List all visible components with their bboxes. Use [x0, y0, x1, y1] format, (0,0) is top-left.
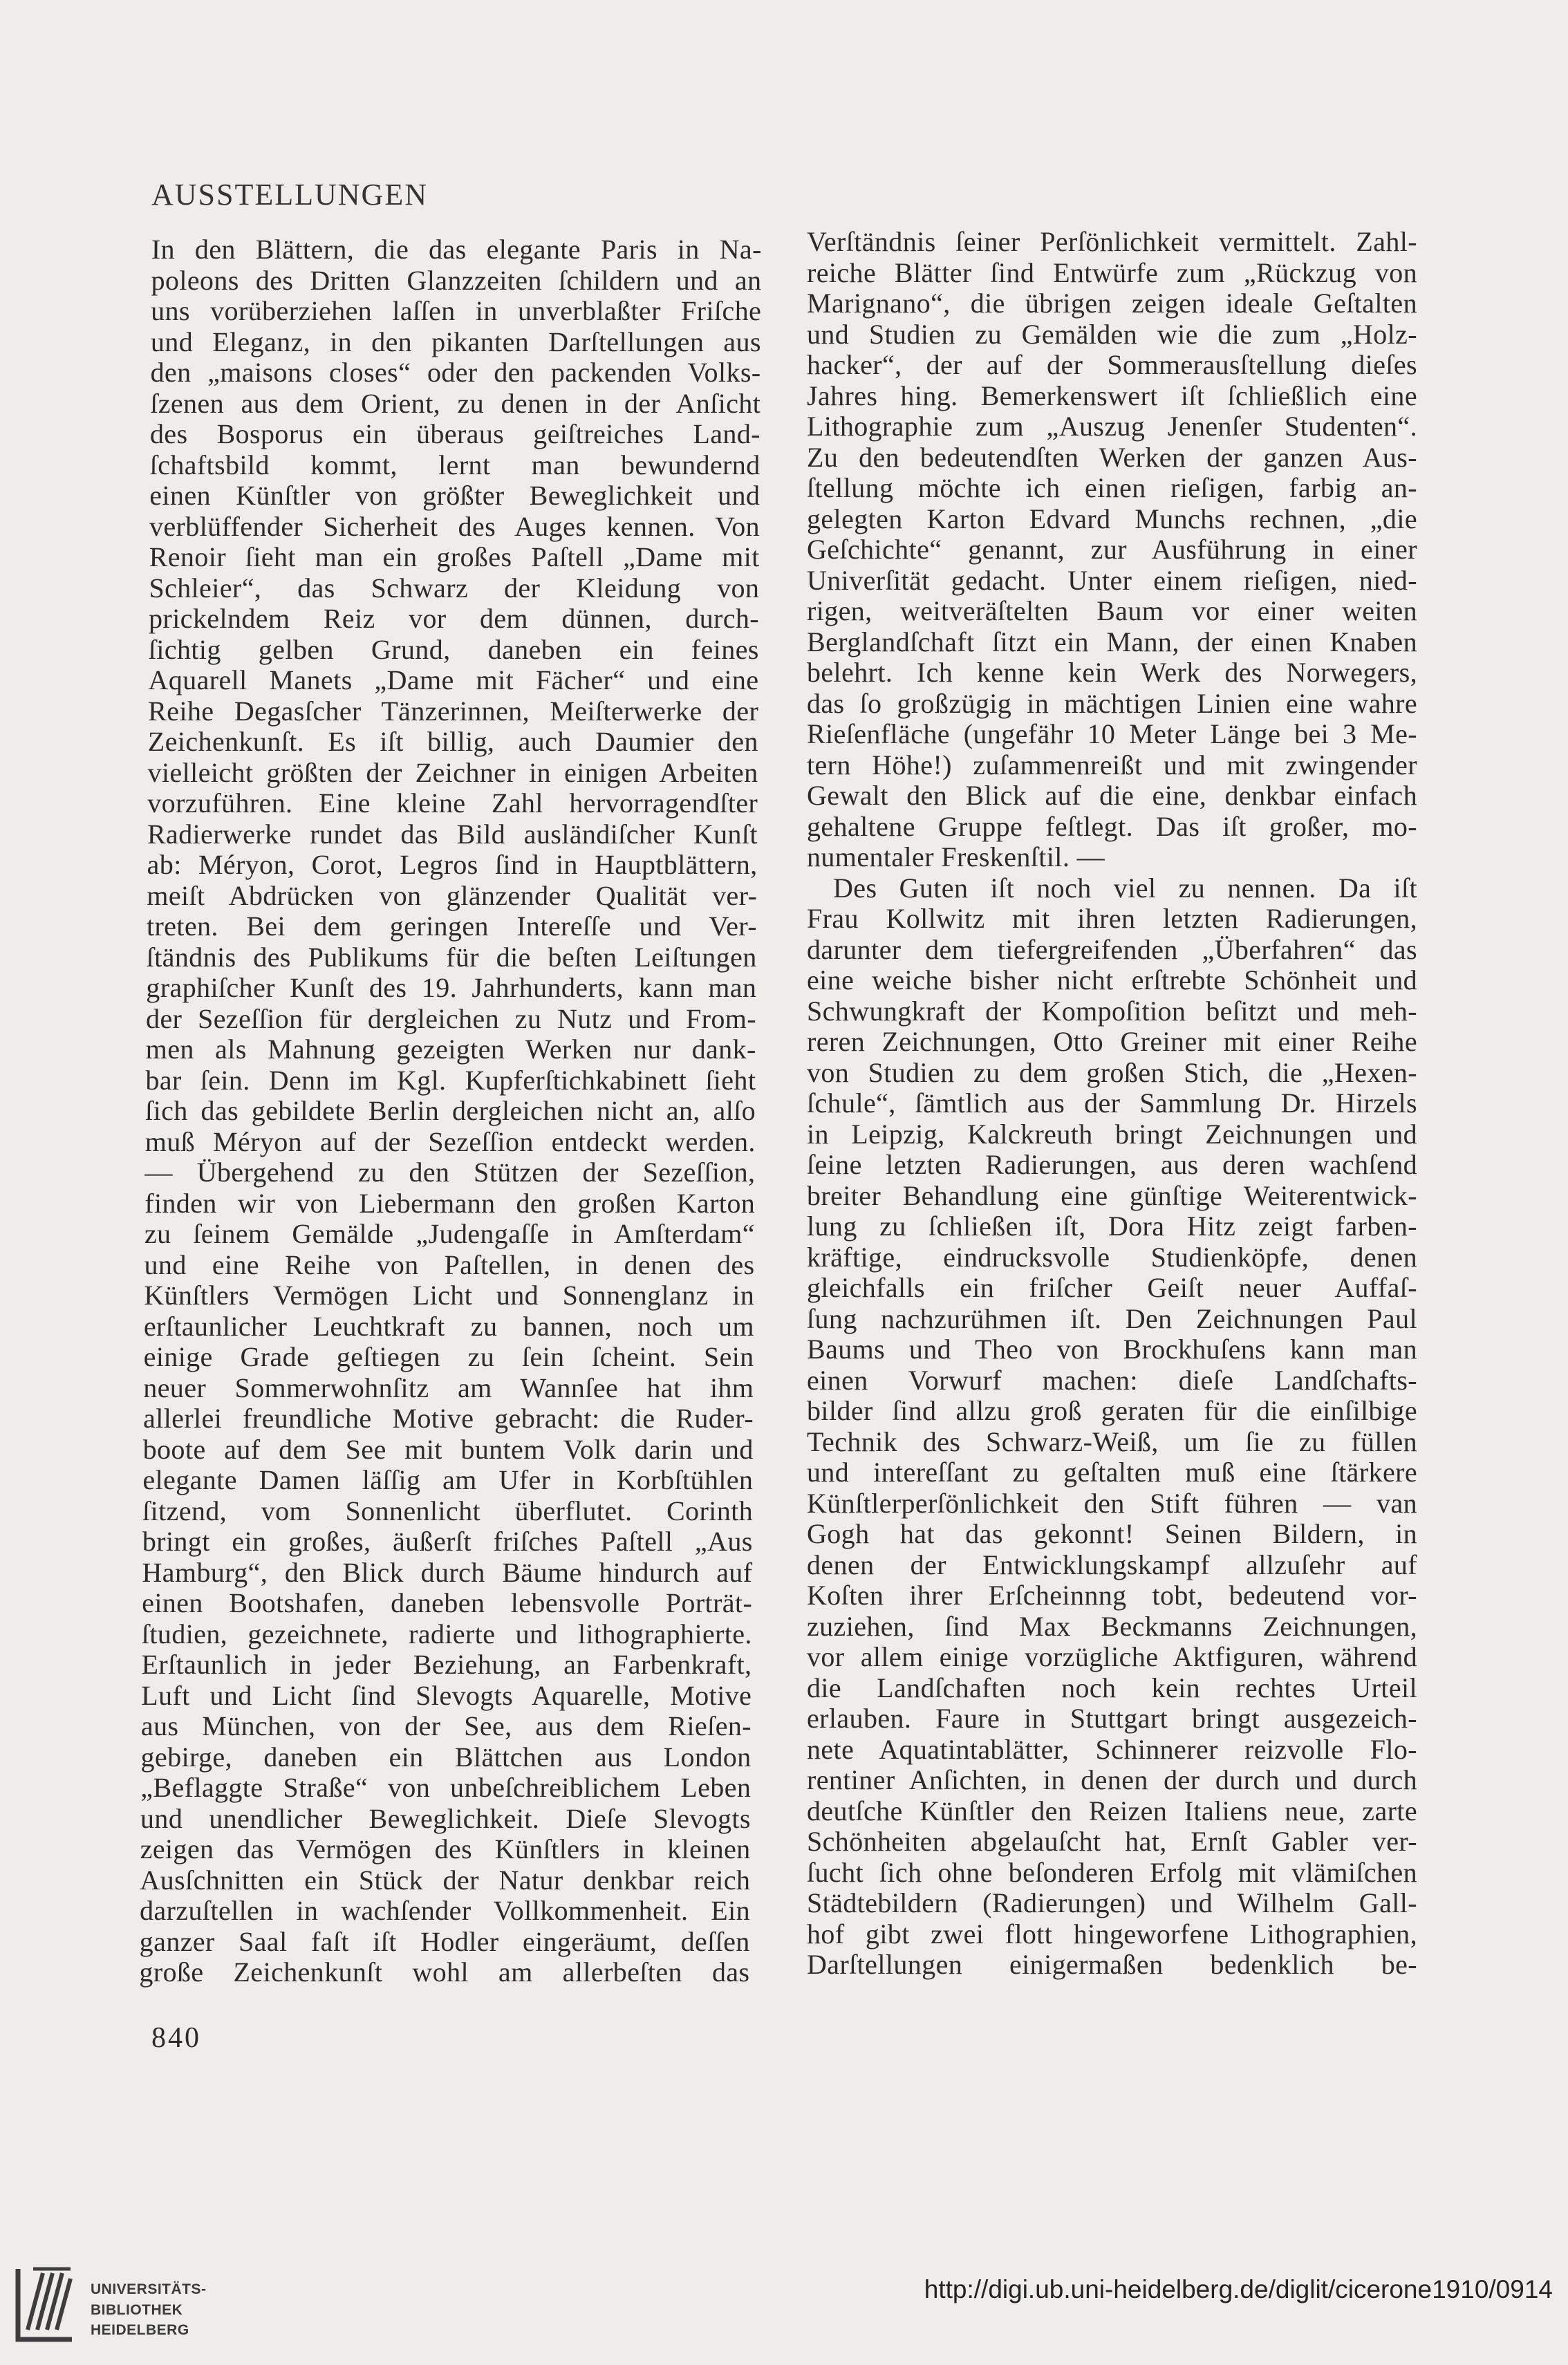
text-line: breiter Behandlung eine günſtige Weiterentwick- [807, 1179, 1417, 1211]
text-line: Radierwerke rundet das Bild ausländiſcher Kunſt [147, 818, 758, 850]
text-line: Koſten ihrer Erſcheinnng tobt, bedeutend vor- [807, 1580, 1417, 1611]
text-line: aus München, von der See, aus dem Rieſen- [140, 1710, 752, 1741]
text-line: ſung nachzurühmen iſt. Den Zeichnungen Paul [807, 1302, 1417, 1334]
text-line: ſtändnis des Publikums für die beſten Leiſtungen [146, 941, 757, 973]
text-line: Schwungkraft der Kompoſition beſitzt und meh- [807, 995, 1417, 1027]
text-line: den „maisons closes“ oder den packenden Volks- [150, 357, 761, 388]
text-line: Renoir ſieht man ein großes Paſtell „Dame mit [149, 541, 760, 572]
section-heading: AUSSTELLUNGEN [151, 178, 428, 212]
text-line: und eine Reihe von Paſtellen, in denen des [144, 1249, 755, 1280]
text-line: meiſt Abdrücken von glänzender Qualität ver- [147, 879, 758, 911]
text-line: Gewalt den Blick auf die eine, denkbar einfach [807, 780, 1417, 811]
text-line: zu ſeinem Gemälde „Judengaſſe in Amſterdam“ [144, 1218, 756, 1249]
text-line: vielleicht größten der Zeichner in einigen Arbeiten [147, 756, 758, 788]
text-line: Erſtaunlich in jeder Beziehung, an Farbenkraft, [141, 1649, 752, 1680]
text-line: tern Höhe!) zuſammenreißt und mit zwingender [807, 749, 1417, 780]
text-line: hof gibt zwei flott hingeworfene Lithographien, [807, 1918, 1417, 1950]
text-line: men als Mahnung gezeigten Werken nur dank- [145, 1034, 756, 1065]
text-line: ſzenen aus dem Orient, zu denen in der Anſicht [150, 387, 761, 419]
text-line: allerlei freundliche Motive gebracht: die Ruder- [142, 1403, 754, 1434]
text-line: vorzuführen. Eine kleine Zahl hervorragendſter [147, 787, 758, 819]
text-line: — Übergehend zu den Stützen der Sezeſſion, [144, 1157, 756, 1188]
text-column-left [139, 234, 762, 1988]
text-line: Ausſchnitten ein Stück der Natur denkbar reich [140, 1864, 751, 1896]
text-line: Aquarell Manets „Dame mit Fächer“ und eine [148, 664, 759, 695]
text-line: in Leipzig, Kalckreuth bringt Zeichnungen und [807, 1118, 1417, 1150]
text-line: Lithographie zum „Auszug Jenenſer Studenten“. [807, 411, 1417, 442]
text-line: Univerſität gedacht. Unter einem rieſigen, nied- [807, 564, 1417, 596]
text-line: uns vorüberziehen laſſen in unverblaßter Friſche [151, 295, 762, 326]
text-line: Technik des Schwarz-Weiß, um ſie zu füllen [807, 1425, 1417, 1457]
text-line: ſchule“, ſämtlich aus der Sammlung Dr. Hirzels [807, 1087, 1417, 1119]
text-line: darunter dem tiefergreifenden „Überfahren“ das [807, 933, 1417, 965]
text-line: eine weiche bisher nicht erſtrebte Schönheit und [807, 964, 1417, 995]
text-line: graphiſcher Kunſt des 19. Jahrhunderts, kann man [146, 972, 757, 1003]
text-line: ſchaftsbild kommt, lernt man bewundernd [149, 449, 760, 480]
text-line: rigen, weitveräſtelten Baum vor einer weiten [807, 595, 1417, 626]
text-line: bilder ſind allzu groß geraten für die einſilbige [807, 1395, 1417, 1426]
text-line: und intereſſant zu geſtalten muß eine ſtärkere [807, 1457, 1417, 1488]
text-line: gelegten Karton Edvard Munchs rechnen, „die [807, 503, 1417, 534]
text-line: gehaltene Gruppe feſtlegt. Das iſt großer, mo- [807, 810, 1417, 842]
library-name-line: BIBLIOTHEK [91, 2301, 183, 2318]
text-line: Zeichenkunſt. Es iſt billig, auch Daumier den [147, 726, 759, 757]
text-line: Des Guten iſt noch viel zu nennen. Da iſt [833, 872, 1417, 904]
text-line: ganzer Saal faſt iſt Hodler eingeräumt, deſſen [139, 1925, 750, 1957]
text-line: Geſchichte“ genannt, zur Ausführung in einer [807, 534, 1417, 565]
text-line: belehrt. Ich kenne kein Werk des Norwegers, [807, 657, 1417, 688]
text-line: Gogh hat das gekonnt! Seinen Bildern, in [807, 1518, 1417, 1549]
text-line: reiche Blätter ſind Entwürfe zum „Rückzug von [807, 256, 1417, 288]
text-line: kräftige, eindrucksvolle Studienköpfe, denen [807, 1241, 1417, 1273]
text-line: denen der Entwicklungskampf allzuſehr auf [807, 1549, 1417, 1580]
library-name-line: UNIVERSITÄTS- [91, 2281, 207, 2297]
text-line: ſitzend, vom Sonnenlicht überflutet. Corinth [142, 1495, 754, 1526]
text-line: einen Vorwurf machen: dieſe Landſchafts- [807, 1364, 1417, 1396]
text-line: erſtaunlicher Leuchtkraft zu bannen, noch um [143, 1310, 755, 1342]
text-line: erlauben. Faure in Stuttgart bringt ausgezeich- [807, 1703, 1417, 1734]
text-line: zuziehen, ſind Max Beckmanns Zeichnungen, [807, 1610, 1417, 1642]
text-line: lung zu ſchließen iſt, Dora Hitz zeigt farben- [807, 1210, 1417, 1242]
text-line: darzuſtellen in wachſender Vollkommenheit. Ein [139, 1895, 751, 1926]
text-line: Künſtlerperſönlichkeit den Stift führen — van [807, 1487, 1417, 1519]
text-line: Rieſenfläche (ungefähr 10 Meter Länge bei 3 Me- [807, 718, 1417, 749]
text-line: ab: Méryon, Corot, Legros ſind in Hauptblättern, [147, 849, 758, 880]
text-line: von Studien zu dem großen Stich, die „Hexen- [807, 1056, 1417, 1088]
text-line: bar ſein. Denn im Kgl. Kupferſtichkabinett ſieht [145, 1064, 756, 1096]
text-line: nete Aquatintablätter, Schinnerer reizvolle Flo- [807, 1733, 1417, 1765]
text-line: Reihe Degasſcher Tänzerinnen, Meiſterwerke der [148, 695, 759, 727]
text-line: gebirge, daneben ein Blättchen aus London [140, 1741, 752, 1773]
text-line: rentiner Anſichten, in denen der durch und durch [807, 1764, 1417, 1795]
text-line: die Landſchaften noch kein rechtes Urteil [807, 1672, 1417, 1703]
text-line: ſeine letzten Radierungen, aus deren wachſend [807, 1149, 1417, 1180]
text-line: das ſo großzügig in mächtigen Linien eine wahre [807, 687, 1417, 719]
text-line: zeigen das Vermögen des Künſtlers in kleinen [140, 1833, 751, 1864]
text-line: einen Künſtler von größter Beweglichkeit und [149, 480, 760, 511]
text-line: gleichfalls ein friſcher Geiſt neuer Auffaſ- [807, 1272, 1417, 1303]
text-line: des Bosporus ein überaus geiſtreiches Land- [149, 418, 761, 449]
text-line: Städtebildern (Radierungen) und Wilhelm Gall- [807, 1887, 1417, 1918]
text-line: einige Grade geſtiegen zu ſein ſcheint. Sein [143, 1341, 754, 1372]
text-line: bringt ein großes, äußerſt friſches Paſtell „Aus [142, 1526, 753, 1557]
text-line: Marignano“, die übrigen zeigen ideale Geſtalten [807, 288, 1417, 319]
text-line: Zu den bedeutendſten Werken der ganzen Aus- [807, 441, 1417, 473]
text-line: Darſtellungen einigermaßen bedenklich be- [807, 1949, 1417, 1980]
text-line: neuer Sommerwohnſitz am Wannſee hat ihm [143, 1372, 754, 1403]
text-line: Frau Kollwitz mit ihren letzten Radierungen, [807, 903, 1417, 934]
library-name [91, 2279, 207, 2341]
text-line: Hamburg“, den Blick durch Bäume hindurch auf [142, 1556, 753, 1588]
text-line: numentaler Freskenſtil. — [807, 841, 1105, 872]
text-line: vor allem einige vorzügliche Aktfiguren, während [807, 1641, 1417, 1672]
text-line: elegante Damen läſſig am Ufer in Korbſtühlen [142, 1464, 754, 1495]
text-line: und unendlicher Beweglichkeit. Dieſe Slevogts [140, 1802, 752, 1834]
text-line: poleons des Dritten Glanzzeiten ſchildern und an [151, 264, 762, 296]
text-line: Luft und Licht ſind Slevogts Aquarelle, Motive [141, 1679, 752, 1711]
text-line: In den Blättern, die das elegante Paris in Na- [151, 234, 763, 265]
text-line: und Studien zu Gemälden wie die zum „Holz- [807, 318, 1417, 350]
text-line: Schleier“, das Schwarz der Kleidung von [149, 572, 760, 604]
text-line: große Zeichenkunſt wohl am allerbeſten das [139, 1956, 750, 1988]
text-line: und Eleganz, in den pikanten Darſtellungen aus [150, 326, 762, 357]
text-line: einen Bootshafen, daneben lebensvolle Porträt- [142, 1587, 753, 1618]
text-line: hacker“, der auf der Sommerausſtellung dieſes [807, 349, 1417, 380]
text-column-right [807, 227, 1417, 1981]
text-line: Künſtlers Vermögen Licht und Sonnenglanz in [144, 1280, 755, 1311]
text-line: der Sezeſſion für dergleichen zu Nutz und From- [145, 1002, 757, 1034]
text-line: boote auf dem See mit buntem Volk darin und [142, 1433, 754, 1465]
source-url: http://digi.ub.uni-heidelberg.de/diglit/cicerone1910/0914 [924, 2275, 1553, 2303]
text-line: Jahres hing. Bemerkenswert iſt ſchließlich eine [807, 380, 1417, 411]
library-name-line: HEIDELBERG [91, 2322, 189, 2338]
text-line: „Beflaggte Straße“ von unbeſchreiblichem Leben [140, 1772, 752, 1803]
text-line: verblüffender Sicherheit des Auges kennen. Von [149, 510, 760, 542]
text-line: Verſtändnis ſeiner Perſönlichkeit vermittelt. Zahl- [807, 226, 1417, 257]
text-line: Schönheiten abgelauſcht hat, Ernſt Gabler ver- [807, 1826, 1417, 1857]
text-line: prickelndem Reiz vor dem dünnen, durch- [148, 603, 760, 634]
text-line: finden wir von Liebermann den großen Karton [144, 1187, 756, 1219]
text-line: ſichtig gelben Grund, daneben ein feines [148, 633, 759, 665]
text-line: reren Zeichnungen, Otto Greiner mit einer Reihe [807, 1026, 1417, 1057]
text-line: ſtellung möchte ich einen rieſigen, farbig an- [807, 472, 1417, 503]
text-line: ſucht ſich ohne beſonderen Erfolg mit vlämiſchen [807, 1856, 1417, 1888]
text-line: Baums und Theo von Brockhuſens kann man [807, 1334, 1417, 1365]
text-line: deutſche Künſtler den Reizen Italiens neue, zarte [807, 1795, 1417, 1826]
text-line: treten. Bei dem geringen Intereſſe und Ver- [146, 910, 758, 942]
text-line: ſtudien, gezeichnete, radierte und lithographierte. [141, 1618, 753, 1649]
page-number: 840 [151, 2022, 201, 2054]
text-line: muß Méryon auf der Sezeſſion entdeckt werden. [144, 1125, 756, 1157]
text-line: ſich das gebildete Berlin dergleichen nicht an, alſo [144, 1095, 756, 1126]
library-logo-icon [12, 2262, 76, 2345]
text-line: Berglandſchaft ſitzt ein Mann, der einen Knaben [807, 626, 1417, 657]
